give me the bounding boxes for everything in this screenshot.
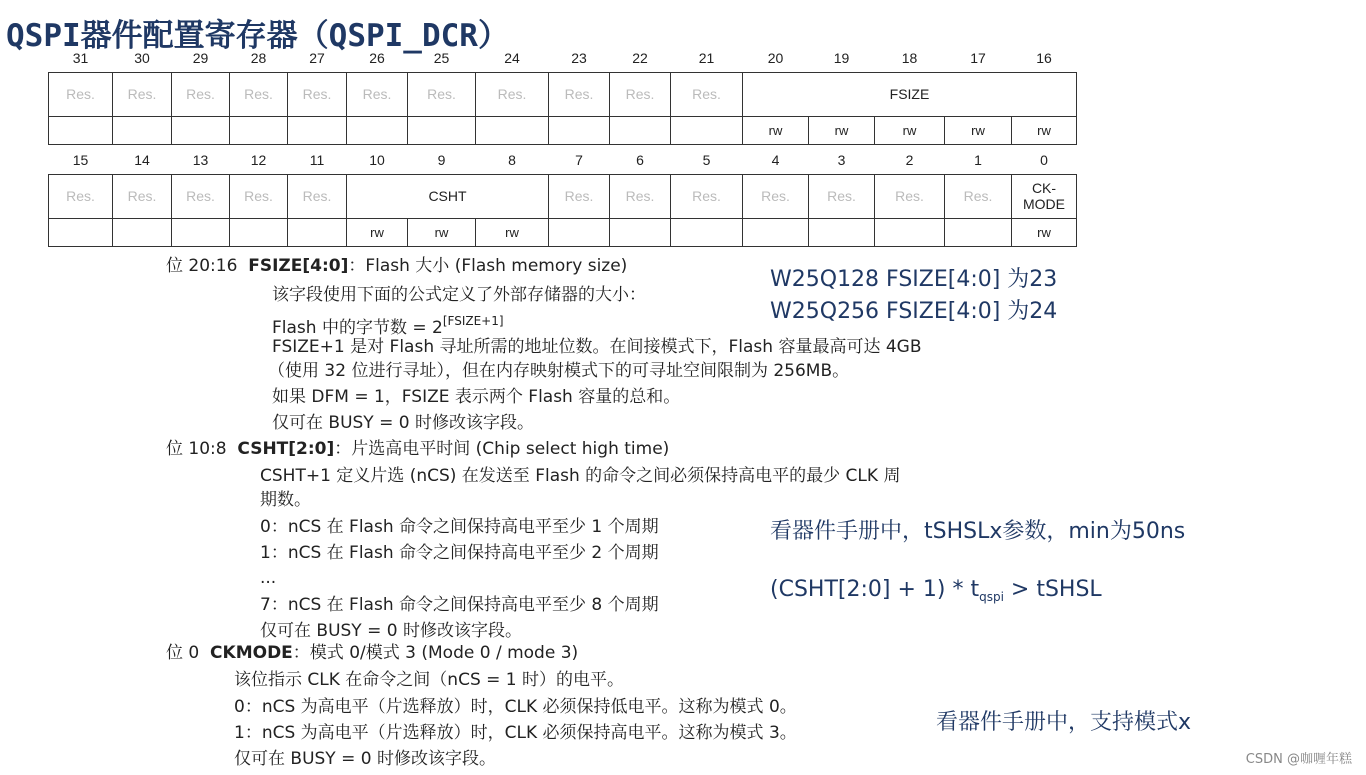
reserved-field: Res. — [113, 174, 172, 218]
reserved-field: Res. — [945, 174, 1012, 218]
access-empty — [172, 116, 230, 144]
fsize-heading — [166, 256, 627, 276]
bit-number: 25 — [433, 49, 450, 66]
reserved-field: Res. — [408, 72, 476, 116]
csht-line: 7：nCS 在 Flash 命令之间保持高电平至少 8 个周期 — [260, 595, 659, 615]
ckmode-line: 0：nCS 为高电平（片选释放）时，CLK 必须保持低电平。这称为模式 0。 — [234, 697, 797, 717]
access-empty — [610, 116, 671, 144]
bit-number: 17 — [970, 49, 986, 66]
fsize-formula — [272, 311, 504, 338]
reserved-field: Res. — [549, 174, 610, 218]
reserved-field: Res. — [49, 72, 113, 116]
fsize-line: 仅可在 BUSY = 0 时修改该字段。 — [272, 413, 534, 433]
bit-number: 12 — [250, 151, 267, 168]
csht-line: 期数。 — [260, 490, 311, 510]
access-empty — [408, 116, 476, 144]
access-rw: rw — [875, 116, 945, 144]
csht-heading-desc: ：片选高电平时间 (Chip select high time) — [334, 439, 670, 459]
access-rw: rw — [408, 218, 476, 246]
access-rw: rw — [743, 116, 809, 144]
bit-number: 11 — [309, 151, 325, 168]
fsize-field-name: FSIZE[4:0] — [248, 256, 349, 276]
access-rw: rw — [1012, 218, 1077, 246]
reserved-field: Res. — [172, 72, 230, 116]
fsize-formula-exponent: [FSIZE+1] — [442, 314, 504, 328]
csht-heading — [166, 439, 669, 459]
csht-line: ... — [260, 568, 277, 588]
ckmode-line: 1：nCS 为高电平（片选释放）时，CLK 必须保持高电平。这称为模式 3。 — [234, 723, 797, 743]
access-empty — [288, 116, 347, 144]
bit-number: 23 — [571, 49, 587, 66]
bit-number: 0 — [1040, 151, 1048, 168]
csht-line: 1：nCS 在 Flash 命令之间保持高电平至少 2 个周期 — [260, 543, 659, 563]
bit-number: 13 — [192, 151, 209, 168]
access-empty — [743, 218, 809, 246]
fsize-field: FSIZE — [743, 72, 1077, 116]
access-row — [49, 116, 1077, 144]
register-table-upper — [48, 44, 1077, 145]
bit-number: 14 — [134, 151, 150, 168]
bit-number: 7 — [575, 151, 583, 168]
field-name-row — [49, 174, 1077, 218]
reserved-field: Res. — [172, 174, 230, 218]
access-empty — [230, 116, 288, 144]
reserved-field: Res. — [230, 72, 288, 116]
ckmode-field-name: CKMODE — [210, 643, 293, 663]
access-empty — [671, 218, 743, 246]
reserved-field: Res. — [230, 174, 288, 218]
reserved-field: Res. — [476, 72, 549, 116]
access-empty — [809, 218, 875, 246]
reserved-field: Res. — [743, 174, 809, 218]
access-empty — [172, 218, 230, 246]
bit-number: 2 — [905, 151, 914, 168]
fsize-line: 该字段使用下面的公式定义了外部存储器的大小： — [272, 285, 646, 305]
reserved-field: Res. — [288, 174, 347, 218]
bit-number: 19 — [833, 49, 850, 66]
csht-bit-range: 位 10:8 — [166, 439, 227, 459]
bit-number: 16 — [1036, 49, 1052, 66]
field-name-row — [49, 72, 1077, 116]
formula-suffix: > tSHSL — [1003, 577, 1102, 602]
reserved-field: Res. — [549, 72, 610, 116]
ckmode-label-line1: CK- — [1031, 180, 1057, 196]
bit-number: 15 — [72, 151, 89, 168]
bit-number: 28 — [250, 49, 267, 66]
reserved-field: Res. — [49, 174, 113, 218]
reserved-field: Res. — [288, 72, 347, 116]
fsize-heading-desc: ：Flash 大小 (Flash memory size) — [348, 256, 628, 276]
ckmode-bit-range: 位 0 — [166, 643, 200, 663]
access-rw: rw — [945, 116, 1012, 144]
bit-number: 18 — [901, 49, 918, 66]
bit-number: 5 — [702, 151, 711, 168]
bit-number: 21 — [698, 49, 715, 66]
reserved-field: Res. — [809, 174, 875, 218]
access-rw: rw — [476, 218, 549, 246]
ckmode-label-line2: MODE — [1023, 196, 1065, 212]
reserved-field: Res. — [671, 72, 743, 116]
reserved-field: Res. — [671, 174, 743, 218]
fsize-line: FSIZE+1 是对 Flash 寻址所需的地址位数。在间接模式下，Flash 容量最高可达 4GB — [272, 337, 922, 357]
bit-number: 3 — [837, 151, 846, 168]
ckmode-line: 该位指示 CLK 在命令之间（nCS = 1 时）的电平。 — [234, 670, 625, 690]
access-empty — [549, 116, 610, 144]
csht-line: CSHT+1 定义片选 (nCS) 在发送至 Flash 的命令之间必须保持高电平的最少 CLK 周 — [260, 466, 901, 486]
formula-prefix: (CSHT[2:0] + 1) * t — [770, 577, 980, 602]
access-empty — [113, 218, 172, 246]
note-mode: 看器件手册中，支持模式x — [936, 710, 1192, 735]
reserved-field: Res. — [610, 174, 671, 218]
access-row — [49, 218, 1077, 246]
fsize-line: 如果 DFM = 1，FSIZE 表示两个 Flash 容量的总和。 — [272, 387, 681, 407]
csht-field-name: CSHT[2:0] — [237, 439, 335, 459]
reserved-field: Res. — [113, 72, 172, 116]
access-empty — [671, 116, 743, 144]
note-formula — [770, 577, 1102, 604]
bit-number: 26 — [369, 49, 385, 66]
bit-number: 4 — [771, 151, 780, 168]
access-empty — [49, 116, 113, 144]
bit-number: 22 — [632, 49, 648, 66]
ckmode-heading-desc: ：模式 0/模式 3 (Mode 0 / mode 3) — [292, 643, 579, 663]
access-empty — [875, 218, 945, 246]
bit-number: 30 — [134, 49, 150, 66]
access-rw: rw — [1012, 116, 1077, 144]
page-title: QSPI器件配置寄存器（QSPI_DCR） — [6, 18, 509, 54]
bit-number: 9 — [437, 151, 446, 168]
access-empty — [549, 218, 610, 246]
register-table-lower — [48, 146, 1077, 247]
fsize-bit-range: 位 20:16 — [166, 256, 238, 276]
bit-number: 20 — [767, 49, 784, 66]
csht-line: 仅可在 BUSY = 0 时修改该字段。 — [260, 621, 522, 641]
bit-number: 10 — [369, 151, 385, 168]
note-w25q128: W25Q128 FSIZE[4:0] 为23 — [770, 267, 1058, 292]
bit-number-row — [49, 44, 1077, 72]
ckmode-field — [1012, 174, 1077, 218]
access-empty — [230, 218, 288, 246]
csht-line: 0：nCS 在 Flash 命令之间保持高电平至少 1 个周期 — [260, 517, 659, 537]
reserved-field: Res. — [610, 72, 671, 116]
access-rw: rw — [347, 218, 408, 246]
bit-number: 29 — [192, 49, 209, 66]
access-rw: rw — [809, 116, 875, 144]
bit-number: 31 — [72, 49, 89, 66]
fsize-formula-text: Flash 中的字节数 = 2 — [272, 318, 443, 338]
bit-number: 6 — [636, 151, 644, 168]
fsize-line: （使用 32 位进行寻址），但在内存映射模式下的可寻址空间限制为 256MB。 — [268, 361, 850, 381]
formula-subscript: qspi — [979, 590, 1004, 604]
watermark: CSDN @咖喱年糕 — [1245, 752, 1352, 767]
access-empty — [347, 116, 408, 144]
ckmode-line: 仅可在 BUSY = 0 时修改该字段。 — [234, 749, 496, 769]
bit-number: 1 — [974, 151, 982, 168]
note-tshsl: 看器件手册中，tSHSLx参数，min为50ns — [770, 519, 1186, 544]
note-w25q256: W25Q256 FSIZE[4:0] 为24 — [770, 299, 1058, 324]
bit-number: 8 — [508, 151, 516, 168]
bit-number: 27 — [309, 49, 325, 66]
csht-field: CSHT — [347, 174, 549, 218]
reserved-field: Res. — [347, 72, 408, 116]
access-empty — [288, 218, 347, 246]
bit-number: 24 — [504, 49, 520, 66]
reserved-field: Res. — [875, 174, 945, 218]
access-empty — [49, 218, 113, 246]
access-empty — [113, 116, 172, 144]
bit-number-row — [49, 146, 1077, 174]
ckmode-heading — [166, 643, 578, 663]
access-empty — [610, 218, 671, 246]
access-empty — [476, 116, 549, 144]
access-empty — [945, 218, 1012, 246]
